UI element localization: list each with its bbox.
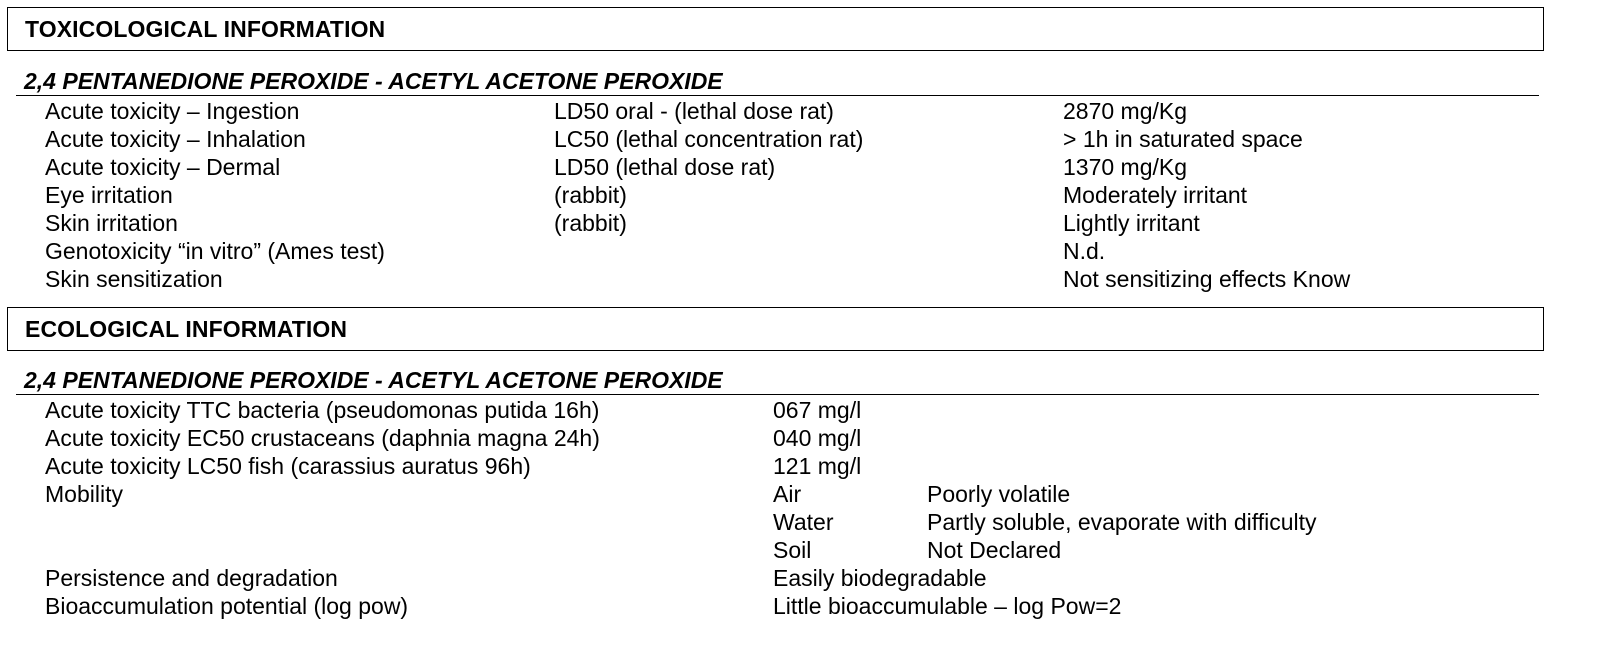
eco-label: Mobility bbox=[45, 481, 123, 507]
table-row bbox=[0, 508, 1600, 536]
ecological-section-header bbox=[7, 307, 1544, 351]
table-row bbox=[0, 153, 1600, 181]
eco-label: Acute toxicity LC50 fish (carassius auratus 96h) bbox=[45, 453, 531, 479]
ecological-divider bbox=[16, 394, 1539, 395]
test-name: Skin sensitization bbox=[45, 266, 223, 292]
test-result: Not sensitizing effects Know bbox=[1063, 266, 1351, 292]
table-row bbox=[0, 181, 1600, 209]
table-row bbox=[0, 480, 1600, 508]
eco-value: 067 mg/l bbox=[773, 397, 862, 423]
toxicological-section-header bbox=[7, 7, 1544, 51]
test-method: (rabbit) bbox=[554, 182, 627, 208]
eco-value: Air bbox=[773, 481, 802, 507]
eco-value: Water bbox=[773, 509, 834, 535]
ecological-substance-name: 2,4 PENTANEDIONE PEROXIDE - ACETYL ACETONE PEROXIDE bbox=[24, 367, 723, 393]
table-row bbox=[0, 209, 1600, 237]
table-row bbox=[0, 125, 1600, 153]
table-row bbox=[0, 265, 1600, 293]
eco-value: Easily biodegradable bbox=[773, 565, 987, 591]
test-result: > 1h in saturated space bbox=[1063, 126, 1303, 152]
eco-value: 121 mg/l bbox=[773, 453, 862, 479]
eco-detail: Partly soluble, evaporate with difficulty bbox=[927, 509, 1317, 535]
eco-value: Soil bbox=[773, 537, 812, 563]
test-name: Eye irritation bbox=[45, 182, 173, 208]
test-result: Lightly irritant bbox=[1063, 210, 1200, 236]
eco-detail: Poorly volatile bbox=[927, 481, 1071, 507]
eco-label: Persistence and degradation bbox=[45, 565, 338, 591]
toxicological-divider bbox=[16, 95, 1539, 96]
test-method: LD50 (lethal dose rat) bbox=[554, 154, 776, 180]
test-name: Acute toxicity – Inhalation bbox=[45, 126, 306, 152]
table-row bbox=[0, 536, 1600, 564]
test-result: 2870 mg/Kg bbox=[1063, 98, 1188, 124]
toxicological-substance-name: 2,4 PENTANEDIONE PEROXIDE - ACETYL ACETONE PEROXIDE bbox=[24, 68, 723, 94]
table-row bbox=[0, 97, 1600, 125]
table-row bbox=[0, 396, 1600, 424]
test-method: (rabbit) bbox=[554, 210, 627, 236]
test-name: Skin irritation bbox=[45, 210, 178, 236]
table-row bbox=[0, 452, 1600, 480]
test-result: Moderately irritant bbox=[1063, 182, 1248, 208]
table-row bbox=[0, 564, 1600, 592]
eco-value: 040 mg/l bbox=[773, 425, 862, 451]
eco-value: Little bioaccumulable – log Pow=2 bbox=[773, 593, 1122, 619]
test-name: Genotoxicity “in vitro” (Ames test) bbox=[45, 238, 385, 264]
eco-label: Acute toxicity EC50 crustaceans (daphnia magna 24h) bbox=[45, 425, 600, 451]
toxicological-section-title: TOXICOLOGICAL INFORMATION bbox=[25, 15, 386, 42]
test-method: LD50 oral - (lethal dose rat) bbox=[554, 98, 834, 124]
table-row bbox=[0, 592, 1600, 620]
table-row bbox=[0, 237, 1600, 265]
test-result: 1370 mg/Kg bbox=[1063, 154, 1188, 180]
test-result: N.d. bbox=[1063, 238, 1106, 264]
test-name: Acute toxicity – Dermal bbox=[45, 154, 281, 180]
ecological-section-title: ECOLOGICAL INFORMATION bbox=[25, 315, 348, 342]
eco-detail: Not Declared bbox=[927, 537, 1062, 563]
table-row bbox=[0, 424, 1600, 452]
test-method: LC50 (lethal concentration rat) bbox=[554, 126, 864, 152]
eco-label: Acute toxicity TTC bacteria (pseudomonas putida 16h) bbox=[45, 397, 600, 423]
eco-label: Bioaccumulation potential (log pow) bbox=[45, 593, 409, 619]
test-name: Acute toxicity – Ingestion bbox=[45, 98, 300, 124]
